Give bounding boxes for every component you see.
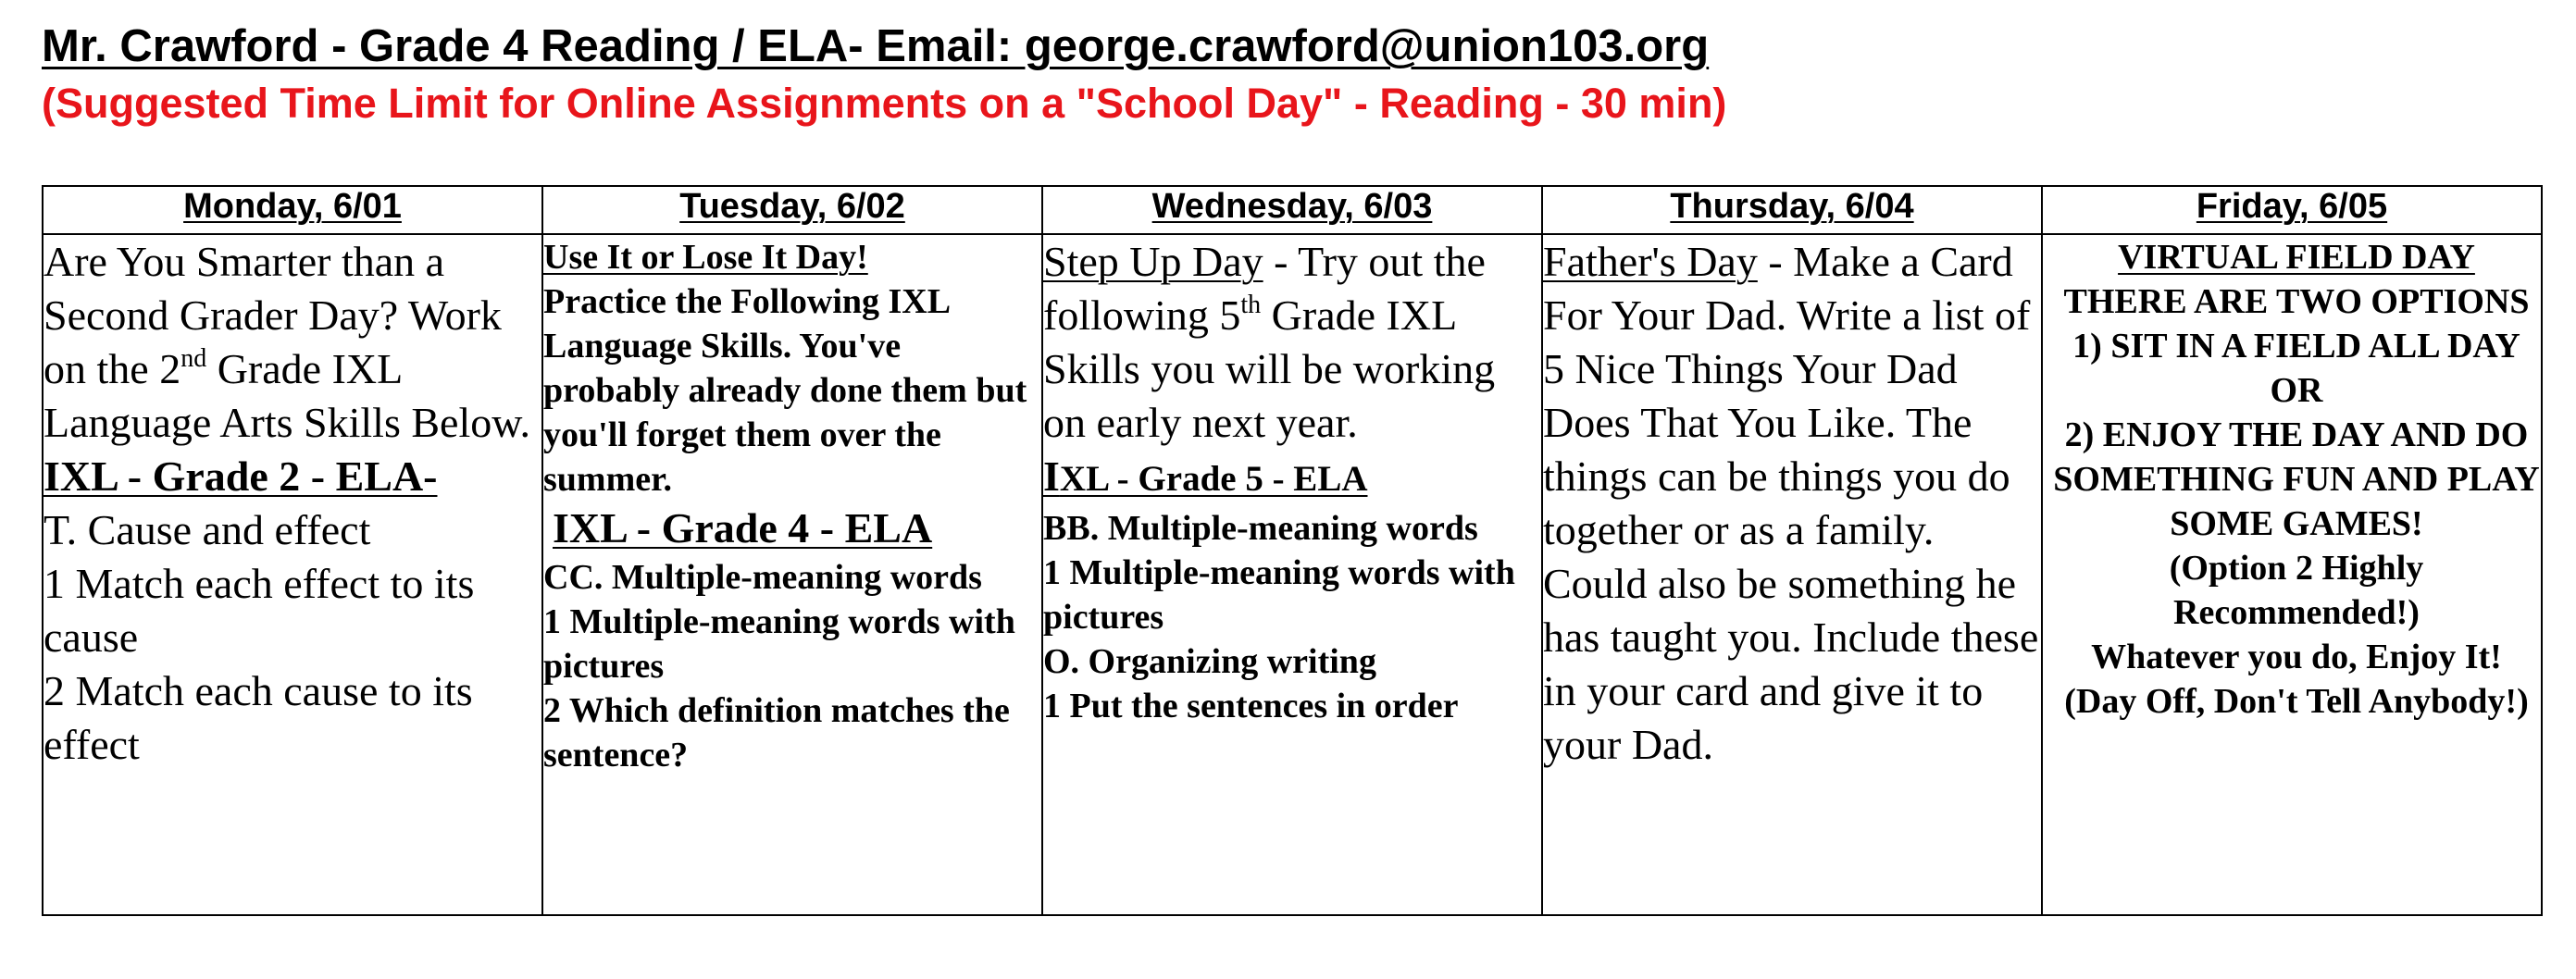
monday-intro-part1: Are You Smarter than a Second Grader Day? Work on the 2 (44, 238, 502, 392)
friday-line-3: 2) ENJOY THE DAY AND DO SOMETHING FUN AND PLAY SOME GAMES! (2053, 415, 2540, 543)
thursday-cell (1542, 234, 2042, 915)
tuesday-skill-topic: CC. Multiple-meaning words (543, 558, 982, 597)
wednesday-ixl-heading-rest: XL - Grade 5 - ELA (1059, 459, 1368, 499)
wednesday-intro (1043, 235, 1541, 450)
wednesday-ixl-heading-first: I (1043, 452, 1060, 500)
wednesday-theme: Step Up Day (1043, 238, 1263, 285)
monday-intro-part2: Grade IXL Language Arts Skills Below. (44, 345, 530, 446)
wednesday-intro-part1: - Try out the following 5 (1043, 238, 1486, 339)
header-monday-label: Monday, 6/01 (183, 187, 402, 226)
header-thursday (1542, 186, 2042, 234)
monday-skill-topic: T. Cause and effect (44, 506, 371, 553)
header-monday (43, 186, 542, 234)
wednesday-intro-part2: Grade IXL Skills you will be working on early next year. (1043, 291, 1496, 446)
friday-line-5: Whatever you do, Enjoy It! (2091, 638, 2502, 676)
wednesday-skill-topic-2: O. Organizing writing (1043, 642, 1376, 681)
header-wednesday (1042, 186, 1542, 234)
friday-theme: VIRTUAL FIELD DAY (2118, 238, 2475, 277)
friday-cell (2042, 234, 2542, 915)
friday-line-6: (Day Off, Don't Tell Anybody!) (2064, 682, 2529, 721)
monday-intro (44, 235, 541, 450)
thursday-body: - Make a Card For Your Dad. Write a list of 5 Nice Things Your Dad Does That You Like. The things can be things you do together or as a family. Could also be something he has taught you. Include these in your card and give it to your Dad. (1543, 238, 2039, 768)
thursday-theme: Father's Day (1543, 238, 1758, 285)
header-tuesday-label: Tuesday, 6/02 (679, 187, 905, 226)
day-header-row (43, 186, 2542, 234)
header-friday (2042, 186, 2542, 234)
header-thursday-label: Thursday, 6/04 (1670, 187, 1914, 226)
header-friday-label: Friday, 6/05 (2196, 187, 2388, 226)
monday-cell (43, 234, 542, 915)
time-limit-note: (Suggested Time Limit for Online Assignments on a "School Day" - Reading - 30 min) (42, 80, 1727, 127)
friday-line-4: (Option 2 Highly Recommended!) (2169, 549, 2424, 632)
wednesday-skill-2: 1 Put the sentences in order (1043, 687, 1459, 725)
wednesday-skill-1: 1 Multiple-meaning words with pictures (1043, 553, 1515, 637)
header-wednesday-label: Wednesday, 6/03 (1151, 187, 1433, 226)
tuesday-skill-1: 1 Multiple-meaning words with pictures (543, 602, 1015, 686)
monday-skill-2: 2 Match each cause to its effect (44, 667, 473, 768)
thursday-text (1543, 235, 2041, 772)
wednesday-intro-sup: th (1240, 291, 1262, 319)
tuesday-cell (542, 234, 1042, 915)
wednesday-ixl-heading (1043, 450, 1541, 506)
header-tuesday (542, 186, 1042, 234)
weekly-schedule-table (42, 185, 2543, 916)
tuesday-theme: Use It or Lose It Day! (543, 238, 868, 277)
monday-skill-1: 1 Match each effect to its cause (44, 560, 475, 661)
tuesday-ixl-heading: IXL - Grade 4 - ELA (553, 504, 933, 551)
friday-line-1: THERE ARE TWO OPTIONS (2063, 282, 2530, 321)
tuesday-skill-2: 2 Which definition matches the sentence? (543, 691, 1010, 775)
assignments-row (43, 234, 2542, 915)
monday-intro-sup: nd (180, 344, 207, 373)
monday-ixl-heading: IXL - Grade 2 - ELA- (44, 452, 438, 500)
wednesday-cell (1042, 234, 1542, 915)
friday-line-2: 1) SIT IN A FIELD ALL DAY OR (2072, 327, 2520, 410)
page-title: Mr. Crawford - Grade 4 Reading / ELA- Email: george.crawford@union103.org (42, 21, 1710, 71)
wednesday-skill-topic-1: BB. Multiple-meaning words (1043, 509, 1478, 548)
tuesday-intro: Practice the Following IXL Language Skills. You've probably already done them but you'll forget them over the summer. (543, 282, 1027, 499)
